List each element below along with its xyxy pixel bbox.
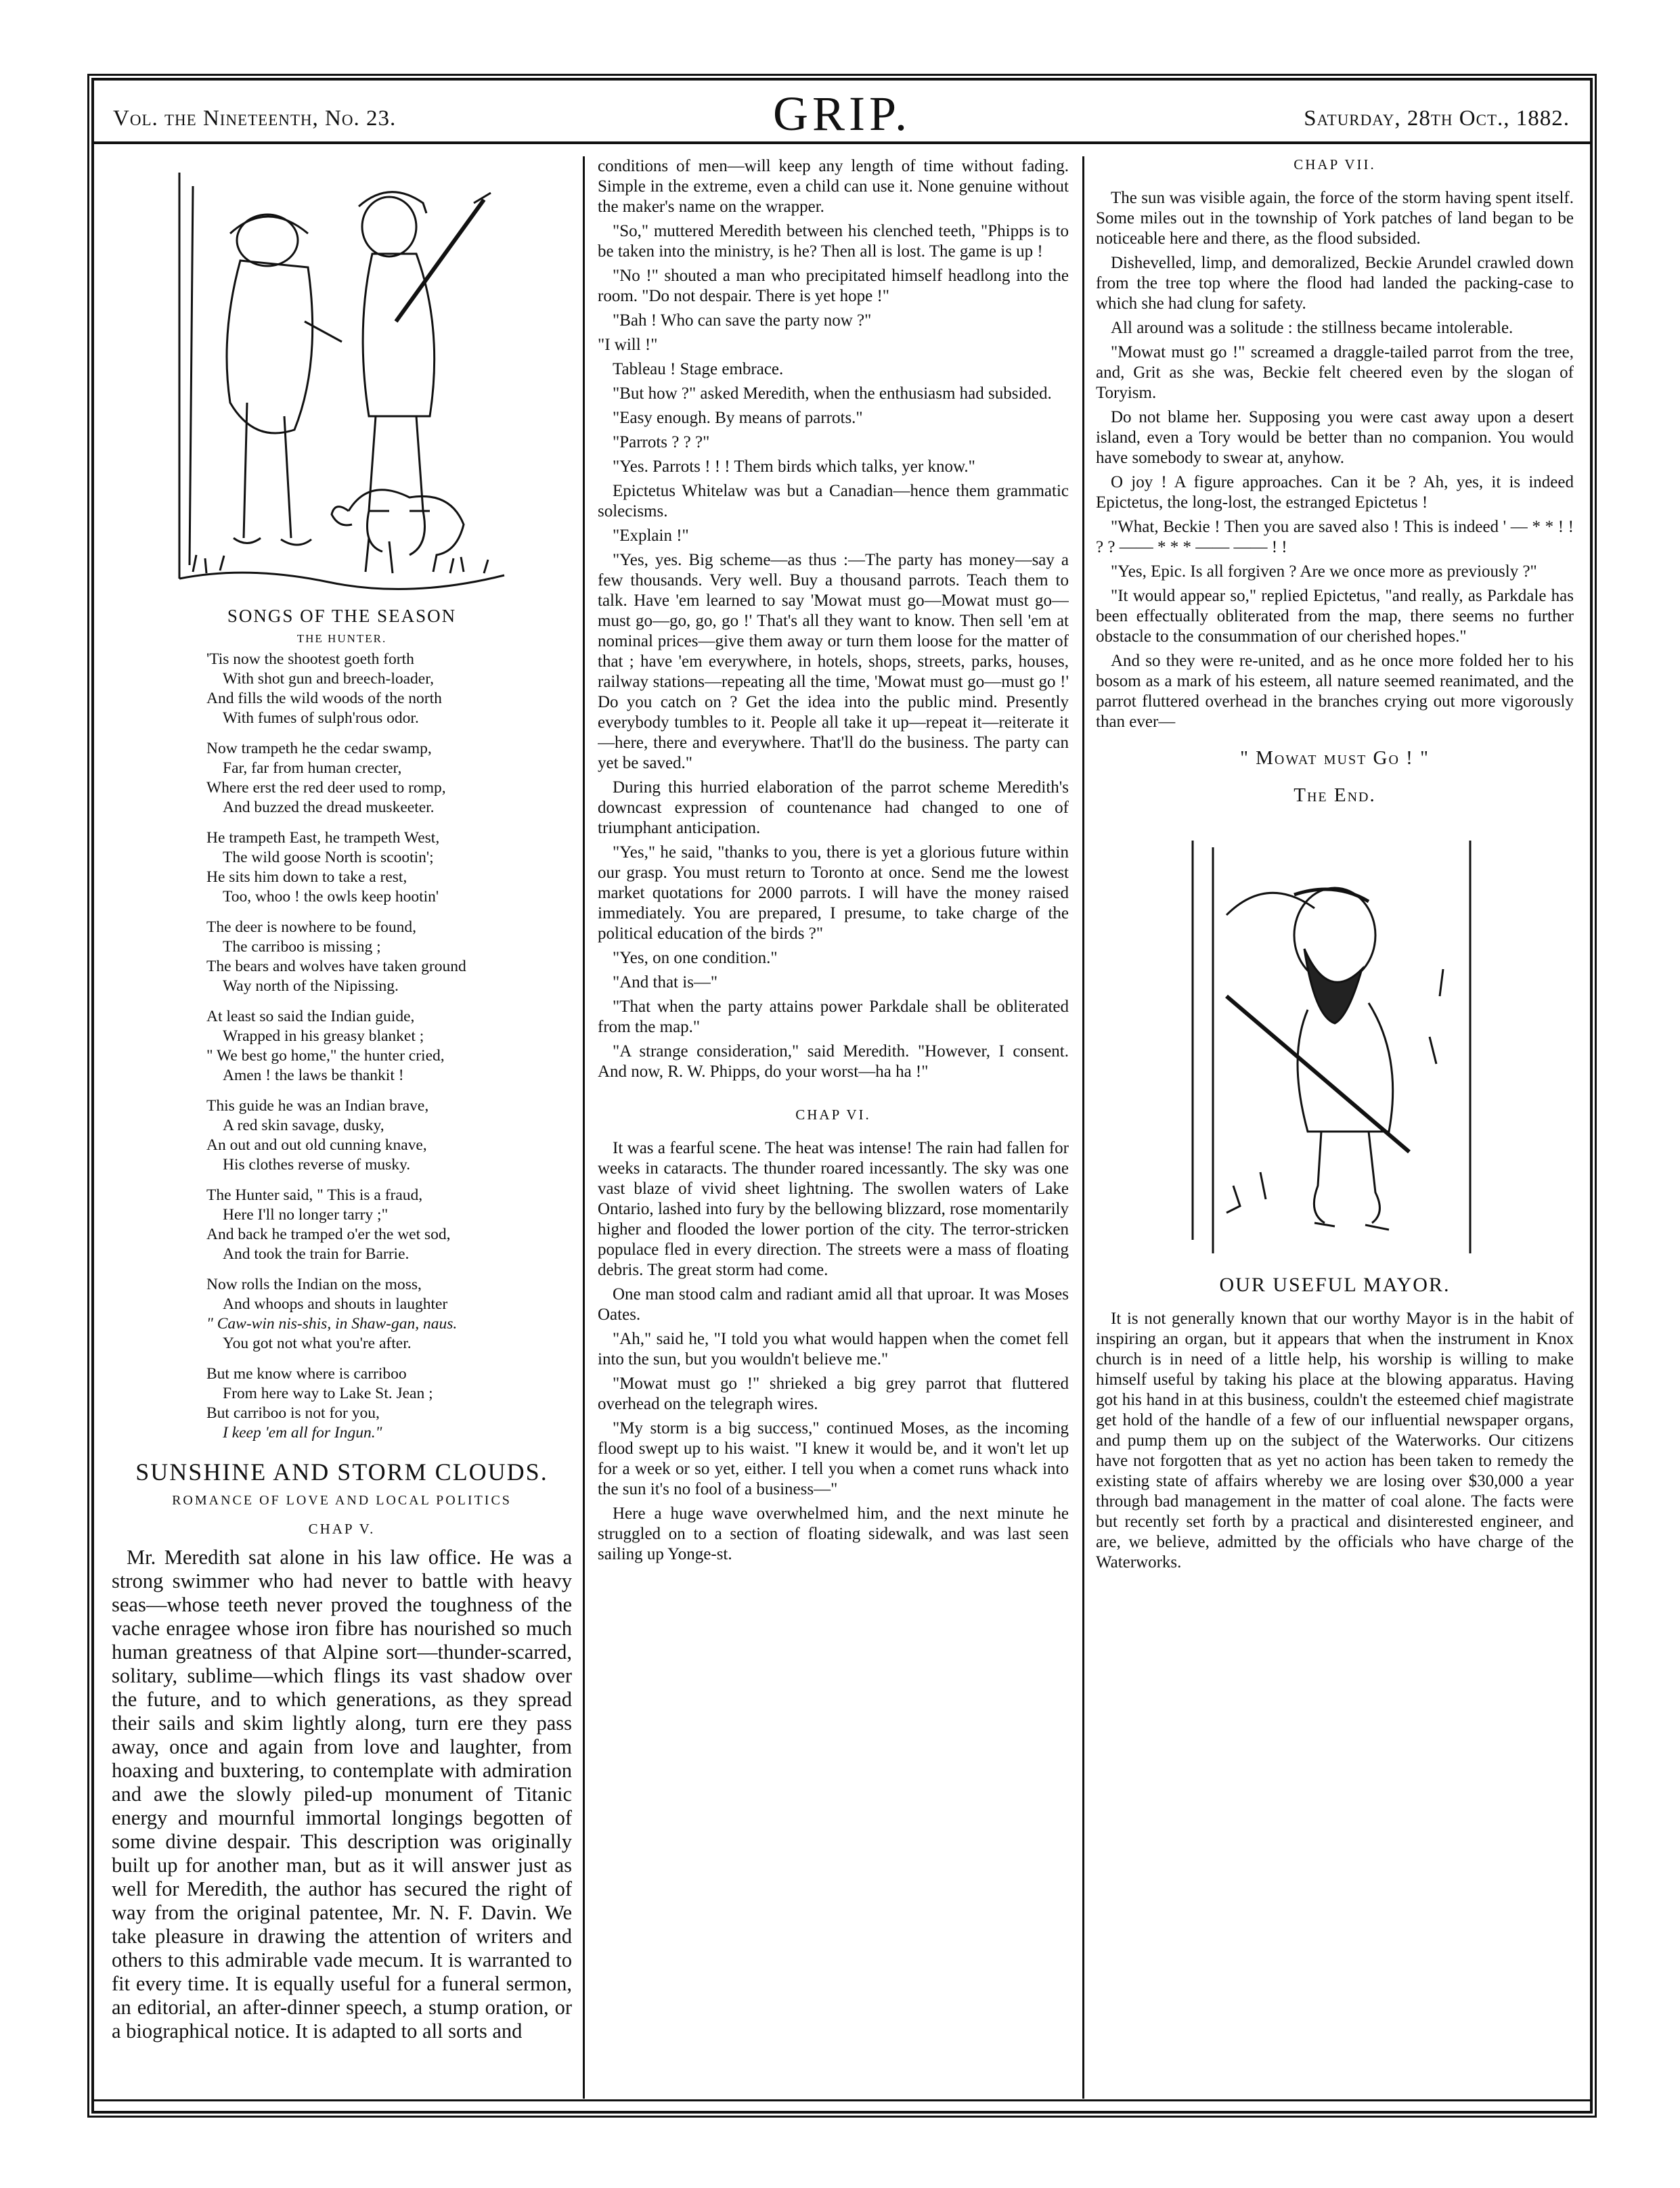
- chapter-heading: CHAP VI.: [795, 1107, 871, 1123]
- article-paragraph: "Parrots ? ? ?": [613, 433, 710, 451]
- poem-line: A red skin savage, dusky,: [223, 1117, 384, 1134]
- article-paragraph: It was a fearful scene. The heat was intense! The rain had fallen for weeks in cataracts. The thunder roared incessantly. The sky was one vast blaze of vivid sheet lightning. The swollen waters of Lake Ontario, lashed into fury by the bellowing blizzard, rose momentarily higher and flooded the lower portion of the city. The terror-stricken populace fled in every direction. The streets were a mass of floating debris. The great storm had come.: [598, 1139, 1069, 1279]
- article-paragraph: "Bah ! Who can save the party now ?": [613, 311, 872, 330]
- stanza: [206, 918, 572, 996]
- article-paragraph: "But how ?" asked Meredith, when the enthusiasm had subsided.: [613, 384, 1052, 403]
- chapter-heading: CHAP V.: [308, 1521, 376, 1537]
- masthead-title: GRIP.: [772, 87, 912, 141]
- article-paragraph: "I will !": [598, 336, 658, 354]
- poem-line: The bears and wolves have taken ground: [206, 958, 466, 975]
- poem-line: With fumes of sulph'rous odor.: [223, 709, 419, 727]
- article-subheadline: ROMANCE OF LOVE AND LOCAL POLITICS: [172, 1493, 512, 1508]
- poem-line: With shot gun and breech-loader,: [223, 670, 434, 688]
- article-paragraph: "Yes, yes. Big scheme—as thus :—The party has money—say a few thousands. Very well. Buy a thousand parrots. Teach them to talk. Have 'em learned to say 'Mowat must go—Mowat must go—must go—go, go, go !' That's all they want to know. Then sell 'em at nominal prices—give them away or turn them loose for the matter of that ; have 'em everywhere, in hotels, shops, streets, parks, houses, railway stations—repeating all the time, 'Mowat must go—must go !' Do you catch on ? Get the idea into the public mind. Presently everybody tumbles to it. People all take it up—repeat it—reiterate it—here, there and everywhere. That'll do the business. The party can yet be saved.": [598, 551, 1069, 772]
- article-paragraph: "It would appear so," replied Epictetus, "and really, as Parkdale has been effectually obliterated from the map, there seems no further obstacle to the consummation of our cherished hopes.": [1096, 587, 1574, 646]
- mayor-illustration: [1186, 834, 1484, 1267]
- hunters-illustration: [166, 159, 518, 599]
- poem-line: And back he tramped o'er the wet sod,: [206, 1226, 451, 1243]
- article-paragraph: "Yes," he said, "thanks to you, there is yet a glorious future within our grasp. You must return to Toronto at once. Send me the lowest market quotations for 2000 parrots. I will have the money raised immediately. You are prepared, I presume, to take charge of the political education of the birds ?": [598, 843, 1069, 943]
- column-1: [112, 156, 572, 2099]
- article-paragraph: O joy ! A figure approaches. Can it be ? Ah, yes, it is indeed Epictetus, the long-lost, the estranged Epictetus !: [1096, 473, 1574, 512]
- article-paragraph: "So," muttered Meredith between his clenched teeth, "Phipps is to be taken into the ministry, is he? Then all is lost. The game is up !: [598, 222, 1069, 261]
- poem-line: Wrapped in his greasy blanket ;: [223, 1027, 424, 1045]
- column-rule: [1082, 156, 1084, 2099]
- column-3: [1096, 156, 1574, 2099]
- stanza: [206, 1096, 572, 1175]
- article-paragraph: "No !" shouted a man who precipitated himself headlong into the room. "Do not despair. There is yet hope !": [598, 267, 1069, 305]
- poem-line: " Caw-win nis-shis, in Shaw-gan, naus.: [206, 1315, 458, 1333]
- mayor-title: OUR USEFUL MAYOR.: [1219, 1274, 1451, 1296]
- poem-line: But carriboo is not for you,: [206, 1404, 380, 1422]
- article-paragraph: "That when the party attains power Parkdale shall be obliterated from the map.": [598, 998, 1069, 1036]
- article-paragraph: All around was a solitude : the stillness became intolerable.: [1111, 319, 1513, 337]
- volume-info: Vol. the Nineteenth, No. 23.: [113, 106, 397, 131]
- poem-line: His clothes reverse of musky.: [223, 1156, 411, 1174]
- stanza: [206, 1186, 572, 1264]
- article-paragraph: "A strange consideration," said Meredith. "However, I consent. And now, R. W. Phipps, do your worst—ha ha !": [598, 1042, 1069, 1081]
- poem-line: At least so said the Indian guide,: [206, 1008, 415, 1025]
- poem-line: Now trampeth he the cedar swamp,: [206, 740, 432, 757]
- article-paragraph: "Explain !": [613, 527, 689, 545]
- poem-line: Far, far from human crecter,: [223, 759, 402, 777]
- poem-line: And took the train for Barrie.: [223, 1245, 410, 1263]
- poem-line: Way north of the Nipissing.: [223, 977, 399, 995]
- article-paragraph: And so they were re-united, and as he once more folded her to his bosom as a mark of his esteem, all nature seemed reanimated, and the parrot fluttered overhead in the branches crying out more vigorously than ever—: [1096, 652, 1574, 731]
- article-paragraph: "Mowat must go !" shrieked a big grey parrot that fluttered overhead on the telegraph wires.: [598, 1375, 1069, 1413]
- stanza: [206, 1007, 572, 1086]
- column-2: [598, 156, 1069, 2099]
- footer-rule: [94, 2099, 1590, 2111]
- the-end: The End.: [1294, 784, 1376, 806]
- article-paragraph: "Yes, on one condition.": [613, 949, 778, 967]
- issue-date: Saturday, 28th Oct., 1882.: [1304, 106, 1570, 131]
- poem-line: But me know where is carriboo: [206, 1365, 407, 1383]
- stanza: [206, 739, 572, 818]
- poem-line: " We best go home," the hunter cried,: [206, 1047, 445, 1065]
- poem-line: An out and out old cunning knave,: [206, 1136, 427, 1154]
- article-paragraph: One man stood calm and radiant amid all that uproar. It was Moses Oates.: [598, 1285, 1069, 1324]
- article-paragraph: Dishevelled, limp, and demoralized, Beckie Arundel crawled down from the tree top where the flood had landed the packing-case to which she had clung for safety.: [1096, 254, 1574, 313]
- poem-line: He sits him down to take a rest,: [206, 868, 407, 886]
- article-paragraph: "Yes, Epic. Is all forgiven ? Are we once more as previously ?": [1111, 562, 1537, 581]
- poem: [206, 650, 572, 1443]
- article-paragraph: "Yes. Parrots ! ! ! Them birds which talks, yer know.": [613, 457, 975, 476]
- article-paragraph: "Mowat must go !" screamed a draggle-tailed parrot from the tree, and, Grit as she was, Beckie felt cheered even by the slogan of Toryism.: [1096, 343, 1574, 402]
- poem-line: The deer is nowhere to be found,: [206, 918, 416, 936]
- article-paragraph: It is not generally known that our worthy Mayor is in the habit of inspiring an organ, but it appears that when the instrument in Knox church is in need of a little help, his worship is willing to make himself useful by taking his place at the blowing apparatus. Having got his hand in at this business, couldn't the esteemed chief magistrate get hold of the handle of a few of our influential newspaper organs, and pump them up on the subject of the Waterworks. Our citizens have not forgotten that as yet no action has been taken to remedy the existing state of affairs whereby we are losing over $30,000 a year through bad management in the matter of coal alone. The facts were but recently set forth by a practical and disinterested engineer, and are, we believe, admitted by the officials who have charge of the Waterworks.: [1096, 1310, 1574, 1571]
- article-paragraph: conditions of men—will keep any length of time without fading. Simple in the extreme, even a child can use it. None genuine without the maker's name on the wrapper.: [598, 157, 1069, 216]
- article-paragraph: "Easy enough. By means of parrots.": [613, 409, 863, 427]
- column-rule: [583, 156, 585, 2099]
- chapter-heading: CHAP VII.: [1294, 156, 1376, 173]
- newspaper-page: [91, 78, 1593, 2114]
- poem-line: Where erst the red deer used to romp,: [206, 779, 446, 797]
- poem-line: Here I'll no longer tarry ;": [223, 1206, 389, 1224]
- article-paragraph: During this hurried elaboration of the parrot scheme Meredith's downcast expression of countenance had changed to one of triumphant anticipation.: [598, 778, 1069, 837]
- poem-line: You got not what you're after.: [223, 1335, 412, 1352]
- poem-line: The wild goose North is scootin';: [223, 849, 434, 866]
- stanza: [206, 650, 572, 728]
- masthead: [94, 81, 1590, 144]
- stanza: [206, 1275, 572, 1354]
- poem-line: And buzzed the dread muskeeter.: [223, 799, 435, 816]
- article-paragraph: "What, Beckie ! Then you are saved also ! This is indeed ' — * * ! ! ? ? —— * * * —— —— ! !: [1096, 518, 1574, 556]
- poem-line: He trampeth East, he trampeth West,: [206, 829, 440, 847]
- article-paragraph: Epictetus Whitelaw was but a Canadian—hence them grammatic solecisms.: [598, 482, 1069, 520]
- article-headline: SUNSHINE AND STORM CLOUDS.: [135, 1458, 548, 1486]
- poem-line: 'Tis now the shootest goeth forth: [206, 650, 414, 668]
- poem-line: Amen ! the laws be thankit !: [223, 1067, 404, 1084]
- article-paragraph: "My storm is a big success," continued Moses, as the incoming flood swept up to his waist. "I knew it would be, and it won't let up for a week or so yet, either. I tell you when a comet runs whack into the sun it's no fool of a business—": [598, 1419, 1069, 1498]
- article-paragraph: "Ah," said he, "I told you what would happen when the comet fell into the sun, but you wouldn't believe me.": [598, 1330, 1069, 1368]
- poem-line: The Hunter said, " This is a fraud,: [206, 1186, 423, 1204]
- poem-line: Too, whoo ! the owls keep hootin': [223, 888, 439, 906]
- article-paragraph: The sun was visible again, the force of the storm having spent itself. Some miles out in the township of York patches of land began to be noticeable here and there, as the flood subsided.: [1096, 189, 1574, 248]
- songs-title: SONGS OF THE SEASON: [227, 606, 457, 626]
- stanza: [206, 828, 572, 907]
- poem-line: This guide he was an Indian brave,: [206, 1097, 429, 1115]
- article-paragraph: Mr. Meredith sat alone in his law office. He was a strong swimmer who had never to battle with heavy seas—whose teeth never proved the toughness of the vache enragee whose iron fibre has nourished so much human greatness of that Alpine sort—thunder-scarred, solitary, sublime—which flings its vast shadow over the future, and to which generations, as they spread their sails and skim lightly along, turn ere they pass away, once and again from love and laughter, from hoaxing and buxtering, to contemplate with admiration and awe the slowly piled-up monument of Titanic energy and mournful immortal longings begotten of some divine despair. This description was originally built up for another man, but as it will answer just as well for Meredith, the author has secured the right of way from the original patentee, Mr. N. F. Davin. We take pleasure in drawing the attention of writers and others to this admirable vade mecum. It is warranted to fit every time. It is equally useful for a funeral sermon, an editorial, an after-dinner speech, a stump oration, or a biographical notice. It is adapted to all sorts and: [112, 1546, 572, 2042]
- poem-subtitle: THE HUNTER.: [296, 632, 387, 645]
- poem-line: The carriboo is missing ;: [223, 938, 381, 956]
- poem-line: And whoops and shouts in laughter: [223, 1295, 448, 1313]
- article-paragraph: Tableau ! Stage embrace.: [613, 360, 784, 378]
- article-paragraph: Here a huge wave overwhelmed him, and the next minute he struggled on to a section of floating sidewalk, and was last seen sailing up Yonge-st.: [598, 1504, 1069, 1563]
- stanza: [206, 1364, 572, 1443]
- poem-line: Now rolls the Indian on the moss,: [206, 1276, 422, 1293]
- article-paragraph: "And that is—": [613, 973, 718, 991]
- poem-line: I keep 'em all for Ingun.": [223, 1424, 382, 1442]
- poem-line: From here way to Lake St. Jean ;: [223, 1385, 433, 1402]
- poem-line: And fills the wild woods of the north: [206, 690, 442, 707]
- article-paragraph: Do not blame her. Supposing you were cast away upon a desert island, even a Tory would be better than no companion. You would have somebody to swear at, anyhow.: [1096, 408, 1574, 467]
- slogan: " Mowat must Go ! ": [1240, 747, 1430, 769]
